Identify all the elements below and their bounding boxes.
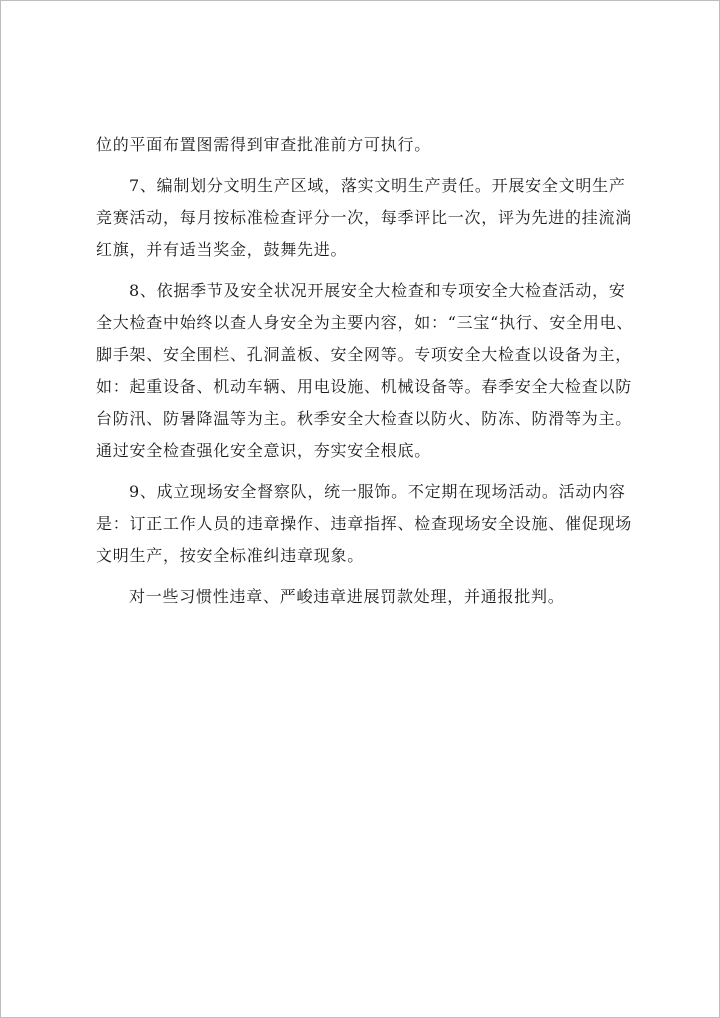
text-line: 文明生产，按安全标准纠违章现象。 [96,546,365,565]
text-line: 台防汛、防暑降温等为主。秋季安全大检查以防火、防冻、防滑等为主。 [96,409,633,428]
text-line: 是：订正工作人员的违章操作、违章指挥、检查现场安全设施、催促现场 [96,514,633,533]
paragraph-closing [96,581,631,613]
paragraph-item-9 [96,476,631,572]
paragraph-gap [96,572,631,581]
text-line: 9、成立现场安全督察队，统一服饰。不定期在现场活动。活动内容 [129,482,626,501]
text-line: 竞赛活动，每月按标准检查评分一次，每季评比一次，评为先进的挂流淌 [96,208,633,227]
paragraph-gap [96,266,631,275]
text-line: 红旗，并有适当奖金，鼓舞先进。 [96,240,348,259]
paragraph-item-8 [96,275,634,467]
text-line: 位的平面布置图需得到审查批准前方可执行。 [96,135,432,154]
text-line: 7、编制划分文明生产区域，落实文明生产责任。开展安全文明生产 [129,176,626,195]
text-line: 脚手架、安全围栏、孔洞盖板、安全网等。专项安全大检查以设备为主， [96,345,633,364]
text-line: 8、依据季节及安全状况开展安全大检查和专项安全大检查活动，安 [129,281,626,300]
paragraph-gap [96,467,631,476]
paragraph-gap [96,161,631,170]
paragraph-item-7 [96,170,631,266]
paragraph-continuation [96,129,631,161]
text-line: 通过安全检查强化安全意识，夯实安全根底。 [96,441,432,460]
text-line: 全大检查中始终以查人身安全为主要内容，如：“三宝“执行、安全用电、 [96,313,634,332]
text-line: 如：起重设备、机动车辆、用电设施、机械设备等。春季安全大检查以防 [96,377,633,396]
text-line: 对一些习惯性违章、严峻违章进展罚款处理，并通报批判。 [129,587,565,606]
document-body [96,129,634,613]
